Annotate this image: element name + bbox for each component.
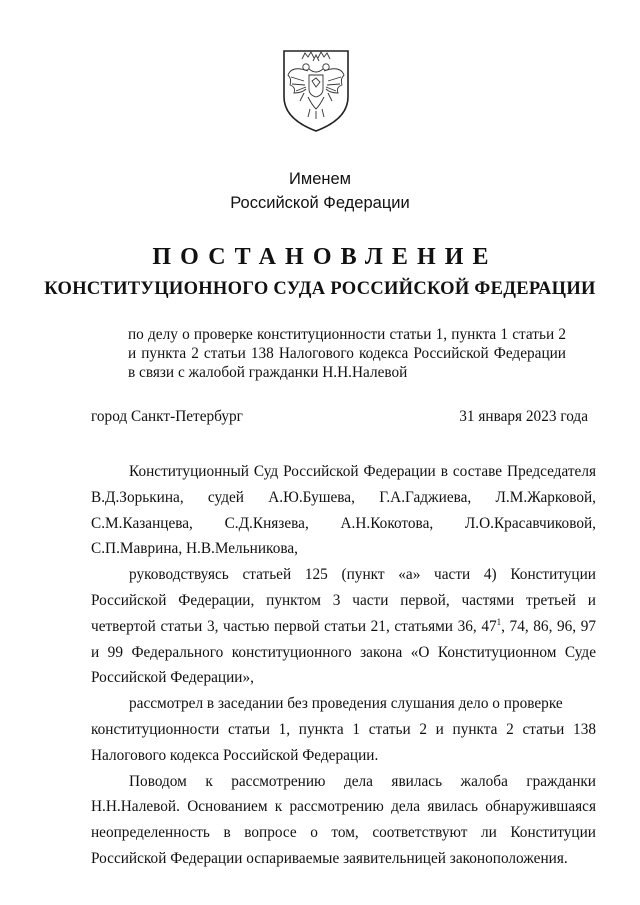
considered-rest: конституционности статьи 1, пункта 1 статьи 2 и пункта 2 статьи 138 Налогового кодекса Российской Федерации.	[91, 720, 596, 764]
in-name-line: Именем	[288, 170, 351, 188]
paragraph-legal-basis	[91, 562, 596, 691]
place-of-issue: город Санкт-Петербург	[91, 408, 243, 425]
date-of-issue: 31 января 2023 года	[459, 408, 588, 425]
legal-basis-text-part2: , 74, 86, 96, 97 и 99 Федерального конституционного закона «О Конституционном Суде Российской Федерации»,	[91, 617, 597, 687]
considered-first-line: рассмотрел в заседании без проведения слушания дело о проверке	[129, 695, 563, 713]
document-type-title: ПОСТАНОВЛЕНИЕ	[152, 244, 498, 270]
paragraph-grounds: Поводом к рассмотрению дела явилась жалоба гражданки Н.Н.Налевой. Основанием к рассмотрению дела явилась обнаружившаяся неопределенность в вопросе о том, соответствуют ли Конституции Российской Федерации оспариваемые заявительницей законоположения.	[91, 772, 596, 867]
document-body	[91, 459, 596, 872]
case-subject: по делу о проверке конституционности статьи 1, пункта 1 статьи 2 и пункта 2 статьи 138 Налогового кодекса Российской Федерации в связи с жалобой гражданки Н.Н.Налевой	[128, 326, 566, 381]
in-russian-federation-line: Российской Федерации	[230, 194, 410, 212]
paragraph-court-composition: Конституционный Суд Российской Федерации в составе Председателя В.Д.Зорькина, судей А.Ю.Бушева, Г.А.Гаджиева, Л.М.Жарковой, С.М.Казанцева, С.Д.Князева, А.Н.Кокотова, Л.О.Красавчиковой, С.П.Маврина, Н.В.Мельникова,	[91, 463, 596, 558]
legal-basis-text-part1: руководствуясь статьей 125 (пункт «а» части 4) Конституции Российской Федерации, пунктом 3 части первой, частями третьей и четвертой статьи 3, частью первой статьи 21, статьями 36, 47	[91, 566, 596, 635]
court-name-title: КОНСТИТУЦИОННОГО СУДА РОССИЙСКОЙ ФЕДЕРАЦИИ	[44, 279, 596, 299]
superscript-article-index: 1	[496, 616, 502, 627]
state-emblem-icon	[278, 45, 354, 135]
paragraph-considered	[91, 691, 596, 768]
